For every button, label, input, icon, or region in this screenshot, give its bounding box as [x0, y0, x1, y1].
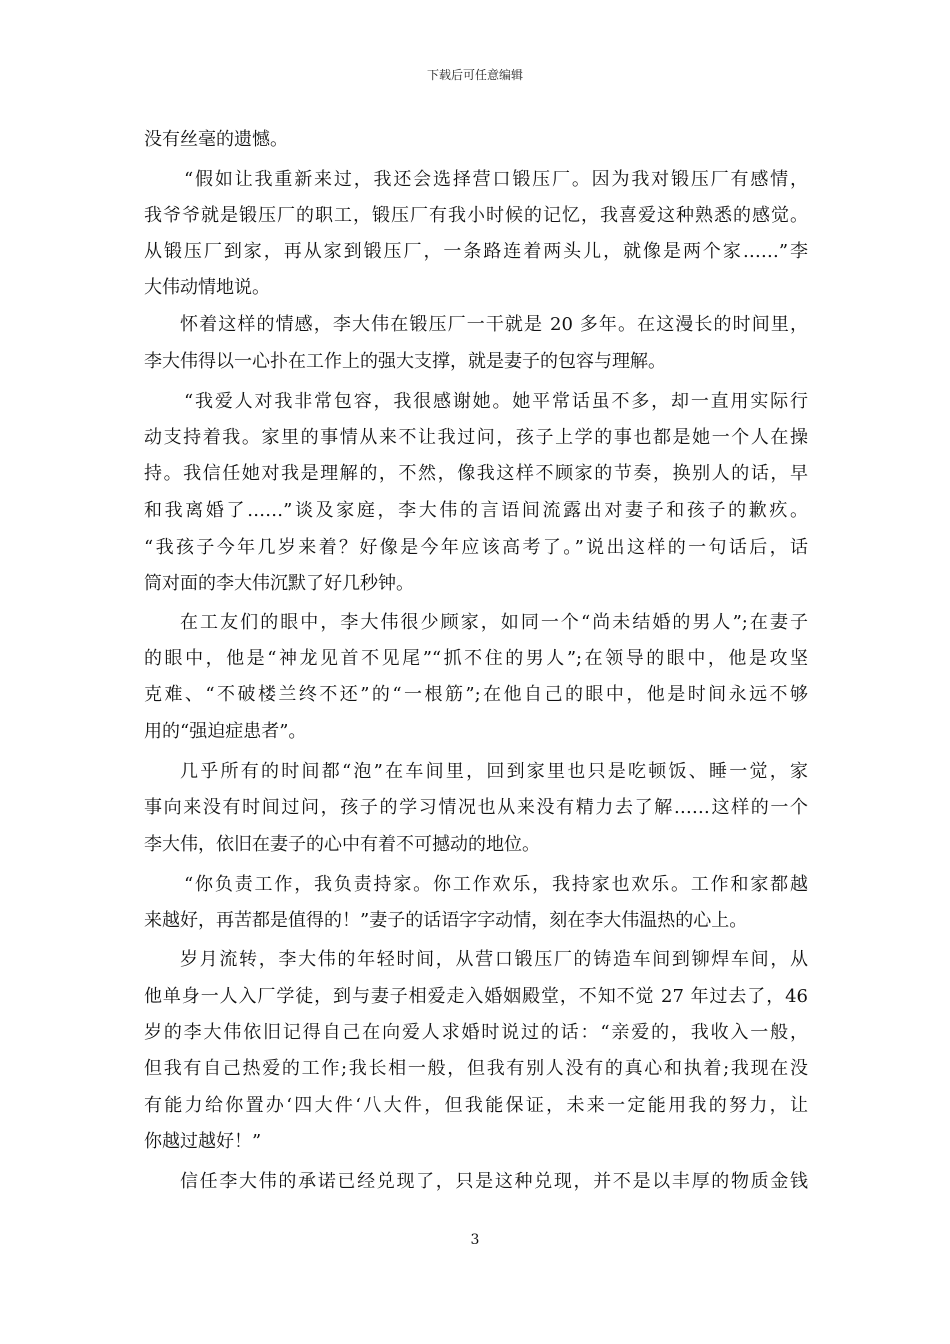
- text-line: 和我离婚了……”谈及家庭，李大伟的言语间流露出对妻子和孩子的歉疚。: [144, 500, 808, 521]
- text-line: 来越好，再苦都是值得的！”妻子的话语字字动情，刻在李大伟温热的心上。: [144, 910, 748, 931]
- text-line: “假如让我重新来过，我还会选择营口锻压厂。因为我对锻压厂有感情，: [184, 169, 808, 190]
- text-line: 有能力给你置办‘四大件‘八大件，但我能保证，未来一定能用我的努力，让: [144, 1095, 808, 1116]
- text-line: 动支持着我。家里的事情从来不让我过问，孩子上学的事也都是她一个人在操: [144, 427, 808, 448]
- text-line: “我孩子今年几岁来着？好像是今年应该高考了。”说出这样的一句话后，话: [144, 537, 808, 558]
- text-line: 没有丝毫的遗憾。: [144, 129, 288, 150]
- text-line: 岁月流转，李大伟的年轻时间，从营口锻压厂的铸造车间到铆焊车间，从: [180, 949, 808, 970]
- text-line: 他单身一人入厂学徒，到与妻子相爱走入婚姻殿堂，不知不觉 27 年过去了，46: [144, 986, 808, 1007]
- text-line: “你负责工作，我负责持家。你工作欢乐，我持家也欢乐。工作和家都越: [184, 874, 808, 895]
- text-line: 大伟动情地说。: [144, 277, 270, 298]
- text-line: 在工友们的眼中，李大伟很少顾家，如同一个“尚未结婚的男人”;在妻子: [180, 612, 808, 633]
- text-line: 怀着这样的情感，李大伟在锻压厂一干就是 20 多年。在这漫长的时间里，: [180, 314, 808, 335]
- text-line: “我爱人对我非常包容，我很感谢她。她平常话虽不多，却一直用实际行: [184, 391, 808, 412]
- text-line: 用的“强迫症患者”。: [144, 721, 307, 742]
- text-line: 我爷爷就是锻压厂的职工，锻压厂有我小时候的记忆，我喜爱这种熟悉的感觉。: [144, 205, 808, 226]
- page-number: 3: [470, 1232, 480, 1248]
- text-line: 李大伟得以一心扑在工作上的强大支撑，就是妻子的包容与理解。: [144, 351, 666, 372]
- text-line: 克难、“不破楼兰终不还”的“一根筋”;在他自己的眼中，他是时间永远不够: [144, 684, 808, 705]
- page-header: 下载后可任意编辑: [426, 68, 523, 82]
- text-line: 你越过越好！”: [144, 1131, 262, 1152]
- text-line: 信任李大伟的承诺已经兑现了，只是这种兑现，并不是以丰厚的物质金钱: [180, 1171, 808, 1192]
- text-line: 从锻压厂到家，再从家到锻压厂，一条路连着两头儿，就像是两个家……”李: [144, 241, 808, 262]
- text-line: 的眼中，他是“神龙见首不见尾”“抓不住的男人”;在领导的眼中，他是攻坚: [144, 648, 808, 669]
- text-line: 持。我信任她对我是理解的，不然，像我这样不顾家的节奏，换别人的话，早: [144, 463, 808, 484]
- text-line: 事向来没有时间过问，孩子的学习情况也从来没有精力去了解……这样的一个: [144, 797, 808, 818]
- text-line: 李大伟，依旧在妻子的心中有着不可撼动的地位。: [144, 834, 540, 855]
- text-line: 几乎所有的时间都“泡”在车间里，回到家里也只是吃顿饭、睡一觉，家: [180, 761, 808, 782]
- text-line: 筒对面的李大伟沉默了好几秒钟。: [144, 573, 414, 594]
- text-line: 但我有自己热爱的工作;我长相一般，但我有别人没有的真心和执着;我现在没: [144, 1058, 808, 1079]
- text-line: 岁的李大伟依旧记得自己在向爱人求婚时说过的话：“亲爱的，我收入一般，: [144, 1022, 808, 1043]
